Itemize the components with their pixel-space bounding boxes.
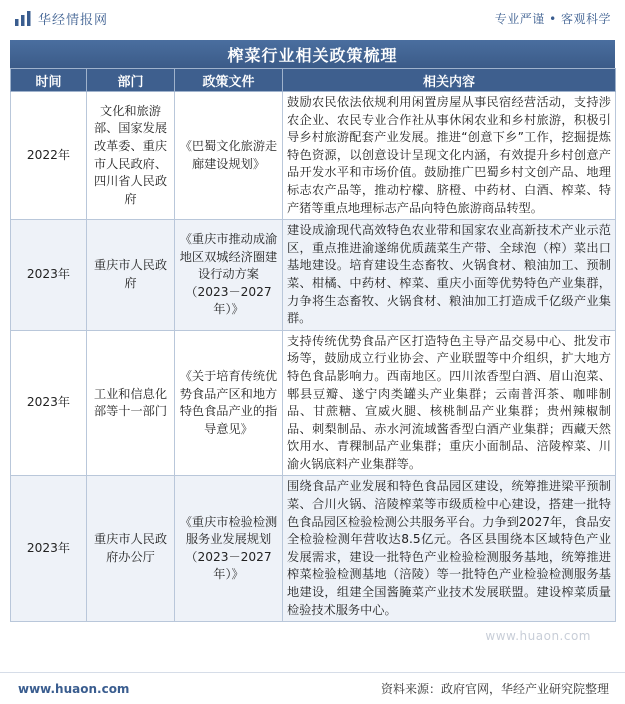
- cell-doc: 《巴蜀文化旅游走廊建设规划》: [175, 92, 283, 220]
- cell-doc: 《重庆市推动成渝地区双城经济圈建设行动方案（2023－2027年）》: [175, 220, 283, 331]
- table-row: [11, 476, 616, 622]
- col-header-time: 时间: [11, 69, 87, 92]
- watermark: www.huaon.com: [485, 629, 591, 643]
- cell-dept: 重庆市人民政府: [87, 220, 175, 331]
- cell-time: 2023年: [11, 220, 87, 331]
- table-row: [11, 220, 616, 331]
- brand-name: 华经情报网: [38, 12, 109, 28]
- policy-table: [10, 68, 616, 622]
- brand-logo-icon: [14, 9, 32, 27]
- footer: [0, 672, 625, 704]
- col-header-dept: 部门: [87, 69, 175, 92]
- cell-dept: 重庆市人民政府办公厅: [87, 476, 175, 622]
- top-header: [0, 0, 625, 36]
- table-header-row: [11, 69, 616, 92]
- cell-content: 建设成渝现代高效特色农业带和国家农业高新技术产业示范区，重点推进渝遂绵优质蔬菜生产带、全球泡（榨）菜出口基地建设。培育建设生态畜牧、火锅食材、粮油加工、预制菜、柑橘、中药材、榨菜、重庆小面等优势特色产业集群，力争将生态畜牧、火锅食材、粮油加工打造成千亿级产业集群。: [283, 220, 616, 331]
- table-row: [11, 92, 616, 220]
- cell-content: 支持传统优势食品产区打造特色主导产品交易中心、批发市场等，鼓励成立行业协会、产业联盟等中介组织，扩大地方特色食品影响力。西南地区。四川浓香型白酒、眉山泡菜、郫县豆瓣、遂宁肉类罐头产业集群；云南普洱茶、咖啡制品、甘蔗糖、宣威火腿、核桃制品产业集群；贵州辣椒制品、刺梨制品、赤水河流域酱香型白酒产业集群；西藏天然饮用水、青稞制品产业集群；重庆小面制品、涪陵榨菜、川渝火锅底料产业集群等。: [283, 330, 616, 476]
- brand: [14, 9, 108, 28]
- col-header-doc: 政策文件: [175, 69, 283, 92]
- table-row: [11, 330, 616, 476]
- cell-doc: 《关于培育传统优势食品产区和地方特色食品产业的指导意见》: [175, 330, 283, 476]
- cell-time: 2022年: [11, 92, 87, 220]
- cell-content: 围绕食品产业发展和特色食品园区建设，统筹推进梁平预制菜、合川火锅、涪陵榨菜等市级质检中心建设，搭建一批特色食品园区检验检测公共服务平台。力争到2027年，食品安全检验检测年营收达8.5亿元。各区县围绕本区域特色产业发展需求，建设一批特色产业检验检测服务基地，统筹推进榨菜检验检测基地（涪陵）等一批特色产业检验检测服务基地建设，组建全国酱腌菜产业技术发展联盟。建设榨菜质量检验技术服务中心。: [283, 476, 616, 622]
- col-header-content: 相关内容: [283, 69, 616, 92]
- cell-time: 2023年: [11, 330, 87, 476]
- cell-doc: 《重庆市检验检测服务业发展规划（2023－2027年）》: [175, 476, 283, 622]
- cell-dept: 工业和信息化部等十一部门: [87, 330, 175, 476]
- cell-dept: 文化和旅游部、国家发展改革委、重庆市人民政府、四川省人民政府: [87, 92, 175, 220]
- source-note: 资料来源：政府官网，华经产业研究院整理: [380, 682, 609, 696]
- table-title: 榨菜行业相关政策梳理: [227, 45, 398, 65]
- table-title-bar: [10, 40, 615, 68]
- footer-url[interactable]: www.huaon.com: [18, 681, 130, 696]
- slogan: 专业严谨 • 客观科学: [494, 11, 611, 26]
- cell-content: 鼓励农民依法依规利用闲置房屋从事民宿经营活动，支持涉农企业、农民专业合作社从事休闲农业和乡村旅游，积极引导乡村旅游配套产业发展。推进“创意下乡”工作，挖掘提炼特色资源，以创意设计呈现文化内涵，有效提升乡村创意产品开发水平和市场价值。鼓励推广巴蜀乡村文创产品、地理标志农产品等，推动柠檬、脐橙、中药材、白酒、榨菜、特产猪等重点地理标志产品向特色旅游商品转型。: [283, 92, 616, 220]
- cell-time: 2023年: [11, 476, 87, 622]
